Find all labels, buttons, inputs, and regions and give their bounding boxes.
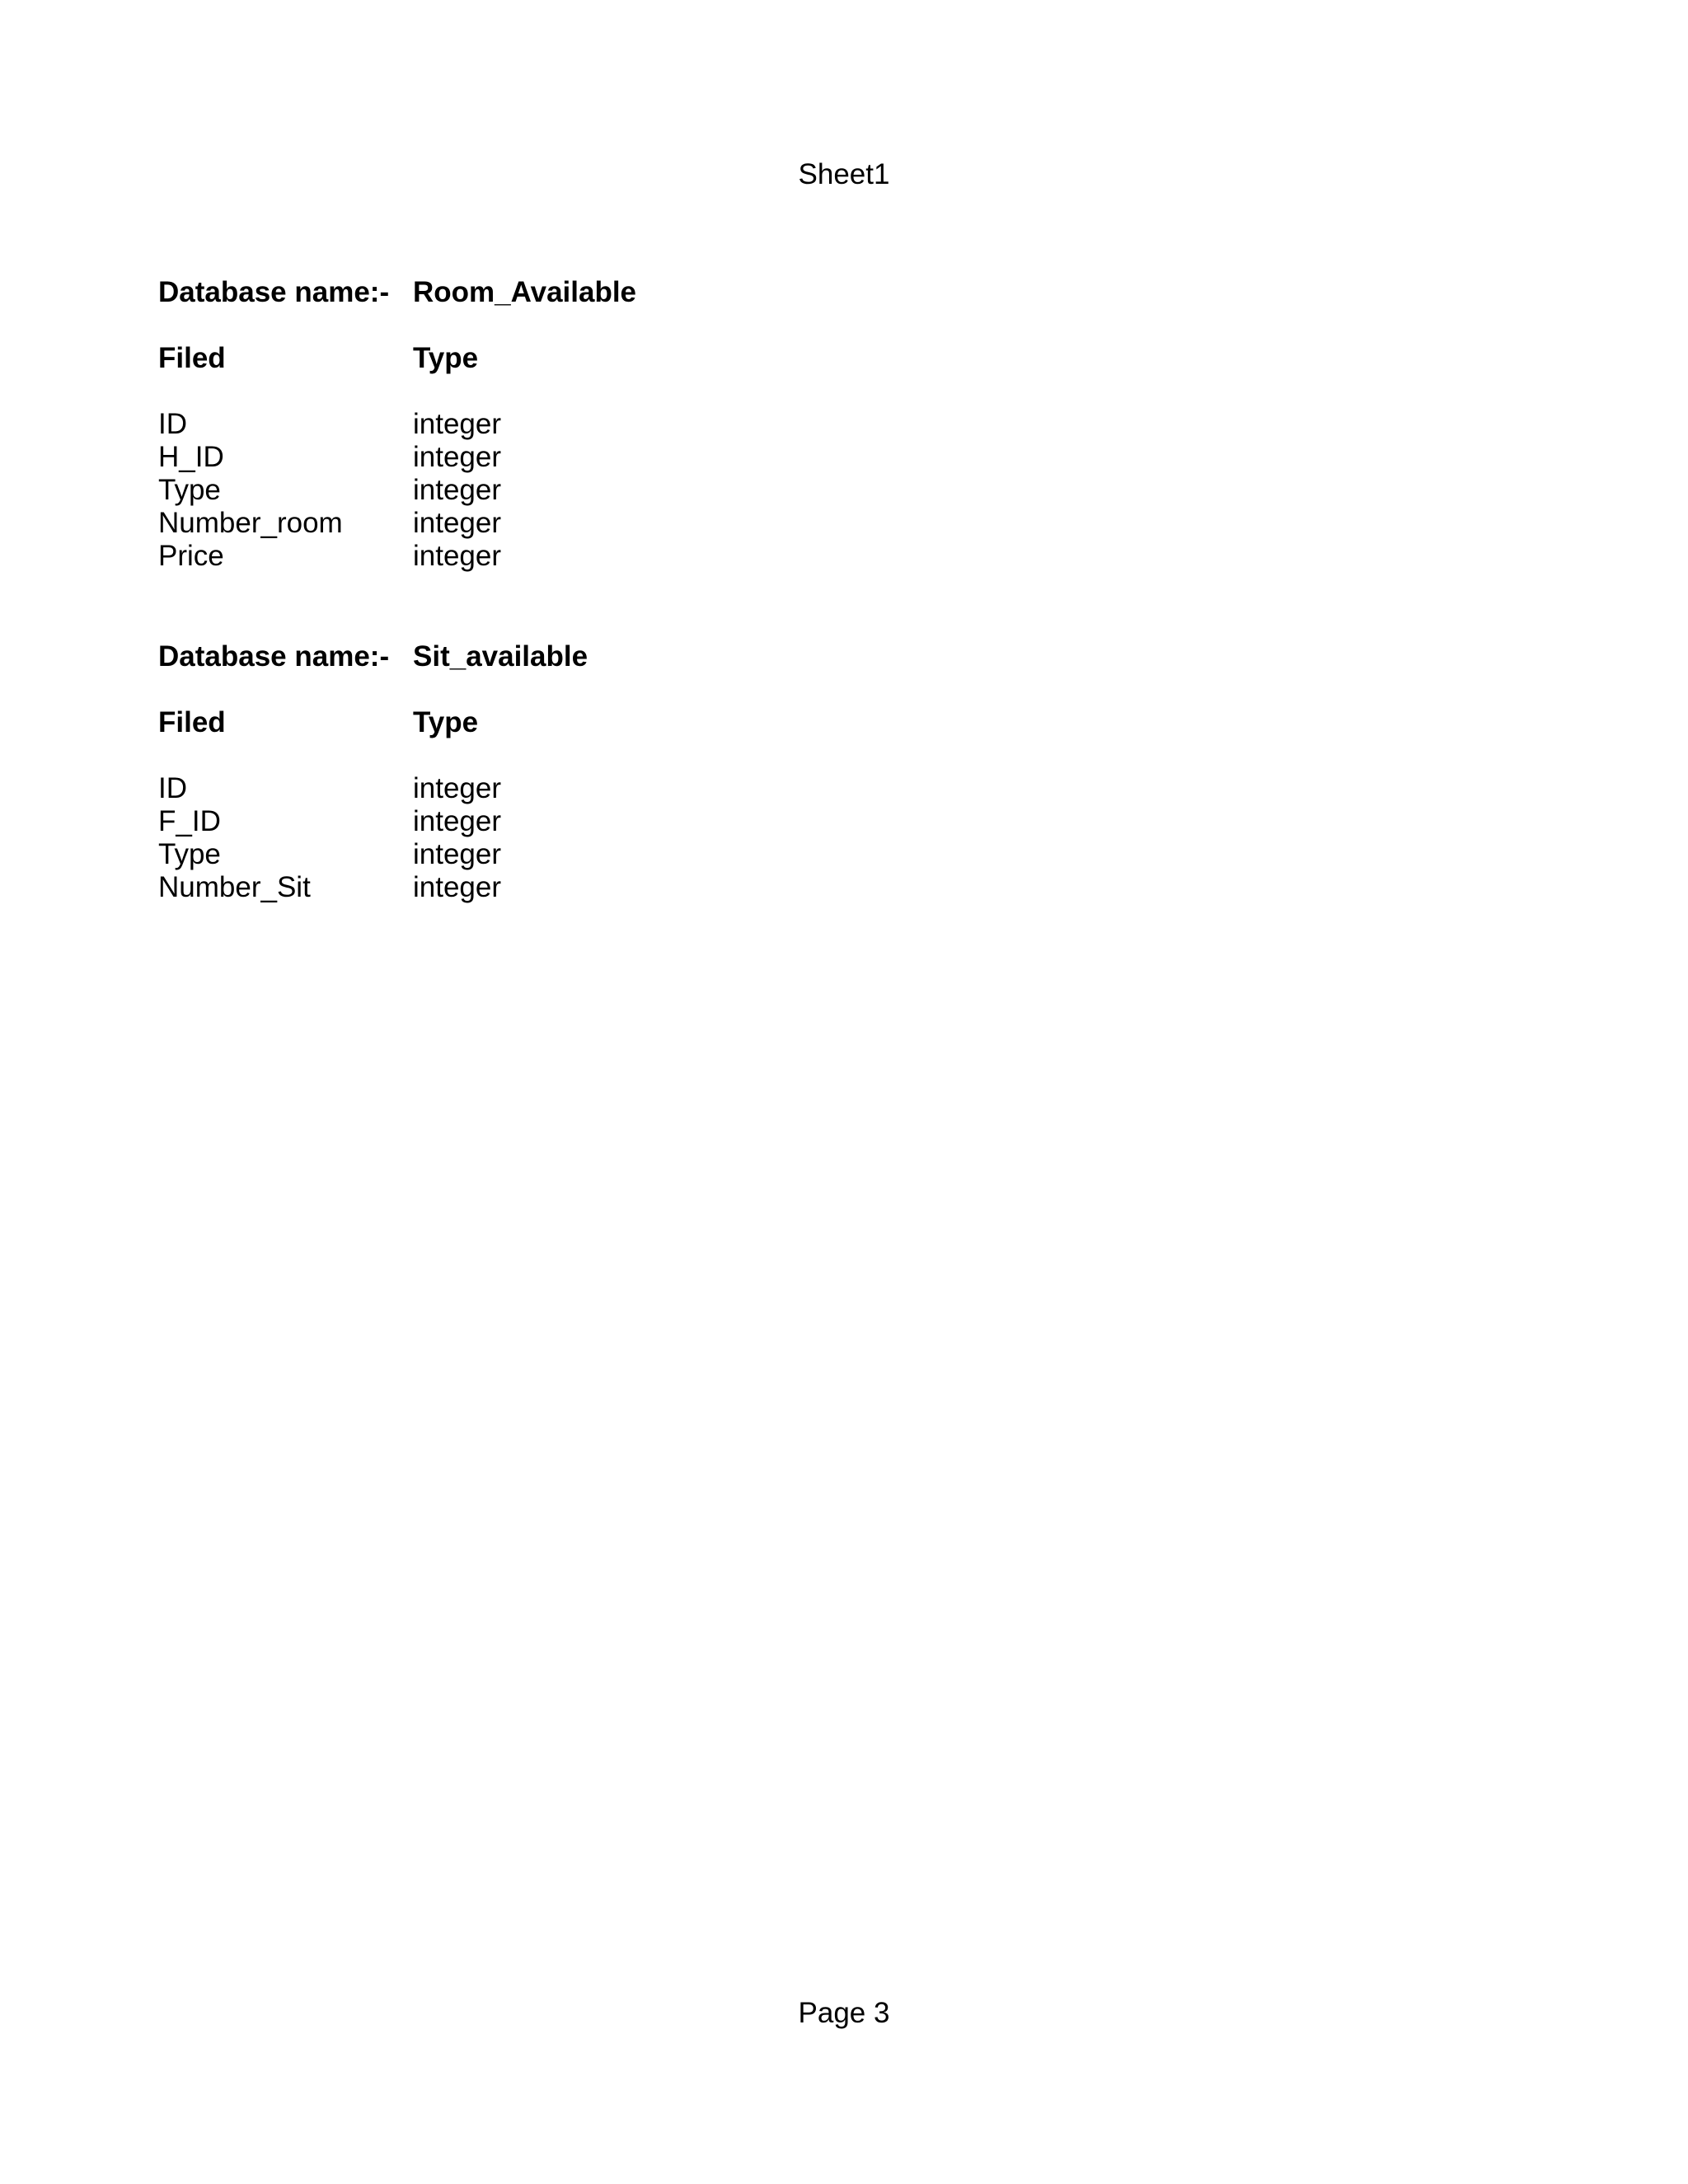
field-row [158,871,900,904]
database-name-label: Database name:- [158,276,390,308]
field-type: integer [413,474,502,506]
field-name: Type [158,474,221,506]
database-table-room-available [158,276,900,573]
field-row [158,805,900,838]
database-name-value: Sit_available [413,640,588,673]
database-name-label: Database name:- [158,640,390,673]
field-name: H_ID [158,441,224,473]
database-name-value: Room_Available [413,276,637,308]
field-row [158,507,900,540]
field-row [158,408,900,441]
field-name: Type [158,838,221,870]
field-column-header: Filed [158,706,226,738]
field-type: integer [413,408,502,440]
field-name: Price [158,540,224,572]
field-name: ID [158,772,187,804]
field-name: Number_room [158,507,343,539]
field-type: integer [413,805,502,837]
database-table-sit-available [158,640,900,904]
database-name-row [158,640,900,673]
column-header-row [158,706,900,739]
field-column-header: Filed [158,342,226,374]
field-type: integer [413,838,502,870]
field-type: integer [413,507,502,539]
field-name: Number_Sit [158,871,311,903]
field-name: ID [158,408,187,440]
field-name: F_ID [158,805,221,837]
column-header-row [158,342,900,375]
field-type: integer [413,871,502,903]
field-row [158,474,900,507]
field-row [158,441,900,474]
type-column-header: Type [413,706,479,738]
field-row [158,540,900,573]
database-name-row [158,276,900,309]
field-type: integer [413,540,502,572]
field-type: integer [413,772,502,804]
page-number-footer: Page 3 [798,1997,890,2029]
type-column-header: Type [413,342,479,374]
field-type: integer [413,441,502,473]
field-row [158,838,900,871]
field-row [158,772,900,805]
page-header-title: Sheet1 [798,158,890,190]
